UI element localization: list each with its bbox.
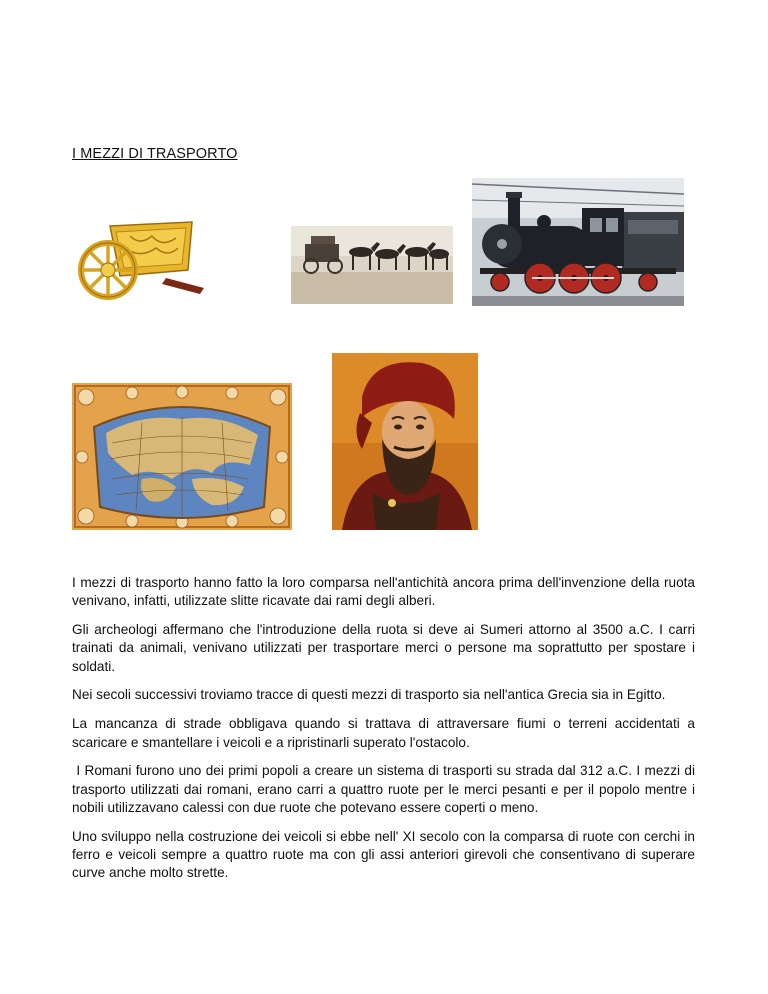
golden-chariot-image	[70, 218, 210, 300]
paragraph: Uno sviluppo nella costruzione dei veicoli si ebbe nell' XI secolo con la comparsa di ruote con cerchi in ferro e veicoli sempre a quattro ruote ma con gli assi anteriori girevoli che consentivano di superare curve anche molto strette.	[72, 828, 695, 881]
ancient-world-map-image	[72, 383, 292, 530]
paragraph: I mezzi di trasporto hanno fatto la loro comparsa nell'antichità ancora prima dell'invenzione della ruota venivano, infatti, utilizzate slitte ricavate dai rami degli alberi.	[72, 575, 695, 609]
page-title: I MEZZI DI TRASPORTO	[72, 146, 238, 162]
paragraph: I Romani furono uno dei primi popoli a creare un sistema di trasporti su strada dal 312 a.C. I mezzi di trasporto utilizzati dai romani, erano carri a quattro ruote per le merci pesanti e per il popolo mentre i nobili utilizzavano calessi con due ruote che potevano essere coperti o meno.	[72, 763, 699, 815]
paragraph: Nei secoli successivi troviamo tracce di questi mezzi di trasporto sia nell'antica Grecia sia in Egitto.	[72, 687, 666, 703]
paragraph: Gli archeologi affermano che l'introduzione della ruota si deve ai Sumeri attorno al 3500 a.C. I carri trainati da animali, venivano utilizzati per trasportare merci o persone ma soprattutto per spostare i soldati.	[72, 622, 695, 674]
body-text	[72, 574, 699, 893]
paragraph: La mancanza di strade obbligava quando si trattava di attraversare fiumi o terreni accidentati a scaricare e smantellare i veicoli e a ripristinarli superato l'ostacolo.	[72, 716, 695, 750]
explorer-portrait-image	[332, 353, 478, 530]
steam-locomotive-image	[472, 178, 684, 306]
horse-carriage-image	[291, 226, 453, 304]
